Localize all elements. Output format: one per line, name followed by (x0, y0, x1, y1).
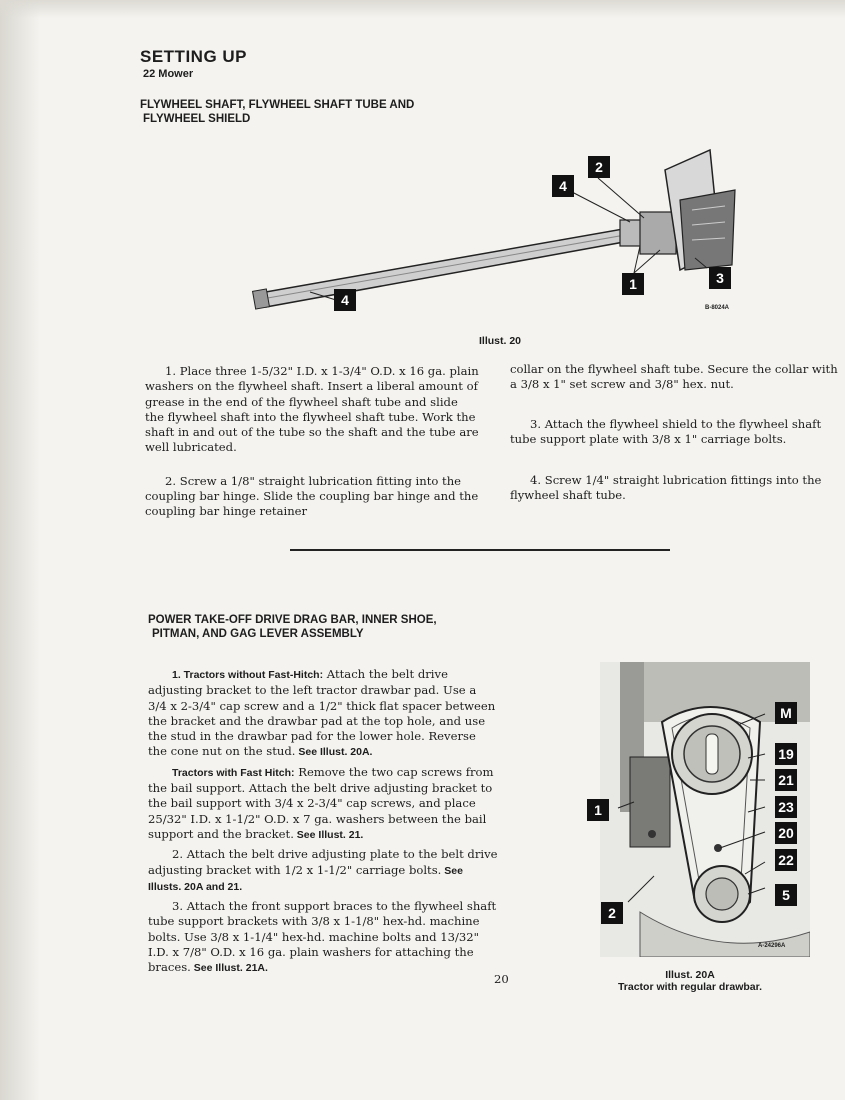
section2-step2 (148, 847, 498, 895)
callout-23: 23 (775, 796, 797, 818)
lower-pulley-hub (706, 878, 738, 910)
coupling-bar-hinge (640, 212, 676, 254)
section1-heading (140, 98, 414, 126)
step1-ref: See Illust. 20A. (295, 746, 373, 759)
callout-1: 1 (622, 273, 644, 295)
pulley-slot (706, 734, 718, 774)
illust-20a-caption-desc: Tractor with regular drawbar. (617, 981, 763, 993)
shaft-tube-highlight (262, 232, 642, 299)
page-section-subtitle: 22 Mower (143, 68, 194, 80)
callout-4: 4 (552, 175, 574, 197)
illust-20-caption: Illust. 20 (478, 335, 521, 347)
step1-run-in: 1. Tractors without Fast-Hitch: (172, 669, 324, 681)
callout-M: M (775, 702, 797, 724)
page-section-title: SETTING UP (140, 47, 248, 66)
scan-edge-shadow (0, 0, 40, 1100)
section1-step2-cont: collar on the flywheel shaft tube. Secure the collar with a 3/8 x 1" set screw and 3/8" hex. nut. (510, 362, 838, 392)
page-number: 20 (494, 972, 509, 986)
shaft-end (253, 289, 270, 309)
section1-heading-line1: FLYWHEEL SHAFT, FLYWHEEL SHAFT TUBE AND (140, 99, 415, 111)
section2-heading (148, 613, 437, 641)
callout-19: 19 (775, 743, 797, 765)
section-divider (290, 549, 670, 551)
section2-column (148, 667, 498, 977)
support-plate (680, 190, 735, 270)
callout-21: 21 (775, 769, 797, 791)
callout-22: 22 (775, 849, 797, 871)
bolt (648, 830, 656, 838)
callout-3: 3 (709, 267, 731, 289)
section2-step1 (148, 667, 498, 761)
section1-column-right (510, 362, 845, 522)
section1-column-left (145, 364, 480, 538)
callout-1: 1 (587, 799, 609, 821)
callout-2: 2 (588, 156, 610, 178)
callout-2: 2 (601, 902, 623, 924)
step1b-text: Remove the two cap screws from the bail support. Attach the belt drive adjusting bracket to the bail support with 3/4 x 2-3/4" cap screws, and place 25/32" I.D. x 1-1/2" O.D. x 7 ga. washers between the bail support and the bracket. (148, 764, 494, 841)
step1b-run-in: Tractors with Fast Hitch: (172, 766, 295, 779)
illust-20-part-code: B-8024A (705, 305, 730, 311)
section2-heading-line1: POWER TAKE-OFF DRIVE DRAG BAR, INNER SHOE, (148, 614, 437, 626)
leader-line (598, 178, 644, 218)
section1-step3: 3. Attach the flywheel shield to the flywheel shaft tube support plate with 3/8 x 1" carriage bolts. (510, 416, 822, 446)
section1-step4: 4. Screw 1/4" straight lubrication fittings into the flywheel shaft tube. (510, 473, 822, 503)
leader-line (572, 192, 630, 222)
callout-5: 5 (775, 884, 797, 906)
callout-4-lower: 4 (334, 289, 356, 311)
step1b-ref: See Illust. 21. (293, 828, 364, 841)
section1-step1: 1. Place three 1-5/32" I.D. x 1-3/4" O.D. x 16 ga. plain washers on the flywheel shaft. Insert a liberal amount of grease in the end of the flywheel shaft tube and slide the flywheel shaft into the flywheel shaft tube. Work the shaft in and out of the tube so the shaft and the tube are well lubricated. (145, 364, 479, 455)
section2-step3 (148, 899, 498, 976)
section1-heading-line2: FLYWHEEL SHIELD (143, 113, 251, 125)
step2-ref: See Illusts. 20A and 21. (148, 864, 463, 893)
illust-20a-part-code: A-24296A (758, 943, 786, 949)
section2-step1b (148, 765, 498, 843)
scan-top-shadow (0, 0, 845, 18)
flywheel-shaft-illustration (240, 140, 750, 325)
illust-20a-caption-title: Illust. 20A (665, 969, 715, 981)
section1-step2: 2. Screw a 1/8" straight lubrication fitting into the coupling bar hinge. Slide the coupling bar hinge and the coupling bar hinge retainer (145, 473, 479, 519)
step3-ref: See Illust. 21A. (190, 962, 268, 975)
step3-text: 3. Attach the front support braces to the flywheel shaft tube support brackets with 3/8 x 1-1/8" hex-hd. machine bolts. Use 3/8 x 1-1/4" hex-hd. machine bolts and 13/32" I.D. x 7/8" O.D. x 16 ga. plain washers for attaching the braces. (148, 899, 497, 975)
step2-text: 2. Attach the belt drive adjusting plate to the belt drive adjusting bracket with 1/2 x 1-1/2" carriage bolts. (148, 847, 498, 877)
illust-20a-caption (590, 969, 790, 993)
section2-heading-line2: PITMAN, AND GAG LEVER ASSEMBLY (152, 628, 364, 640)
callout-20: 20 (775, 822, 797, 844)
step1-text: Attach the belt drive adjusting bracket to the left tractor drawbar pad. Use a 3/4 x 2-3/4" cap screw and a 1/2" thick flat spacer between the bracket and the drawbar pad at the top hole, and use the stud in the drawbar pad for the lower hole. Reverse the cone nut on the stud. (148, 667, 496, 759)
